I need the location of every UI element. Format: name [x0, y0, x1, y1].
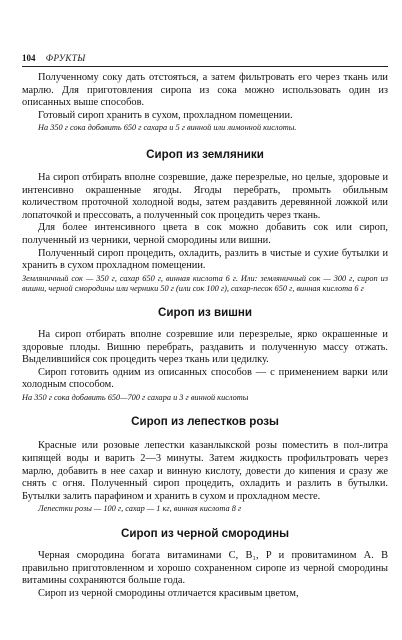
rose-recipe-note: Лепестки розы — 100 г, сахар — 1 кг, винная кислота 8 г: [38, 504, 242, 514]
section-title-blackcurrant: Сироп из черной смородины: [120, 527, 290, 541]
strawberry-recipe-note: Земляничный сок — 350 г, сахар 650 г, винная кислота 6 г. Или: земляничный сок — 300 г, сироп из вишни, черной смородины или черники 50 г (или сок 100 г), сахар-песок 650 г, винная кислота 6 г: [22, 273, 388, 294]
running-title: ФРУКТЫ: [45, 53, 86, 63]
strawberry-paragraph: Полученный сироп процедить, охладить, разлить в чистые и сухие бутылки и хранить в сухом прохладном помещении.: [22, 247, 388, 272]
section-title-cherry: Сироп из вишни: [157, 305, 253, 319]
blackcurrant-paragraph: Сироп из черной смородины отличается красивым цветом,: [38, 587, 299, 599]
section-title-strawberry: Сироп из земляники: [146, 147, 264, 161]
strawberry-paragraph: На сироп отбирать вполне созревшие, даже перезрелые, но целые, здоровые и интенсивно окрашенные ягоды. Ягоды перебрать, промыть обильным количеством проточной холодной воды, затем раздавить деревянной ложкой или лопаточкой и прессовать, а полученный сок процедить через ткань.: [22, 171, 388, 221]
rose-paragraph: Красные или розовые лепестки казанлыкской розы поместить в пол-литра кипящей воды и варить 2—3 минуты. Затем жидкость профильтровать через марлю, добавить в нее сахар и винную кислоту, довести до кипения и сразу же снять с огня. Полученный сироп процедить, охладить и разлить в бутылки. Бутылки залить парафином и хранить в сухом и прохладном месте.: [22, 440, 388, 502]
page-number: 104: [22, 53, 36, 63]
cherry-paragraph: Сироп готовить одним из описанных способов — с применением варки или холодным способом.: [22, 366, 388, 391]
intro-paragraph: Готовый сироп хранить в сухом, прохладном помещении.: [38, 109, 293, 121]
cherry-recipe-note: На 350 г сока добавить 650—700 г сахара и 3 г винной кислоты: [22, 392, 249, 402]
section-title-rose: Сироп из лепестков розы: [131, 415, 279, 429]
intro-recipe-note: На 350 г сока добавить 650 г сахара и 5 г винной или лимонной кислоты.: [38, 123, 297, 133]
page-content: [22, 72, 388, 600]
intro-paragraph: Полученному соку дать отстояться, а затем фильтровать его через ткань или марлю. Для приготовления сиропа из сока можно использовать один из описанных выше способов.: [22, 72, 388, 109]
strawberry-paragraph: Для более интенсивного цвета в сок можно добавить сок или сироп, полученный из черники, черной смородины или вишни.: [22, 222, 388, 246]
blackcurrant-paragraph: Черная смородина богата витаминами C, B₁, P и провитамином A. В правильно приготовленном и хорошо сохраненном сиропе из черной смородины витамины сохраняются больше года.: [22, 550, 388, 587]
page-header: [22, 52, 388, 67]
cherry-paragraph: На сироп отбирать вполне созревшие или перезрелые, ярко окрашенные и здоровые плоды. Вишню перебрать, раздавить и полученную массу отжать. Выделившийся сок процедить через ткань или цедилку.: [22, 328, 388, 366]
